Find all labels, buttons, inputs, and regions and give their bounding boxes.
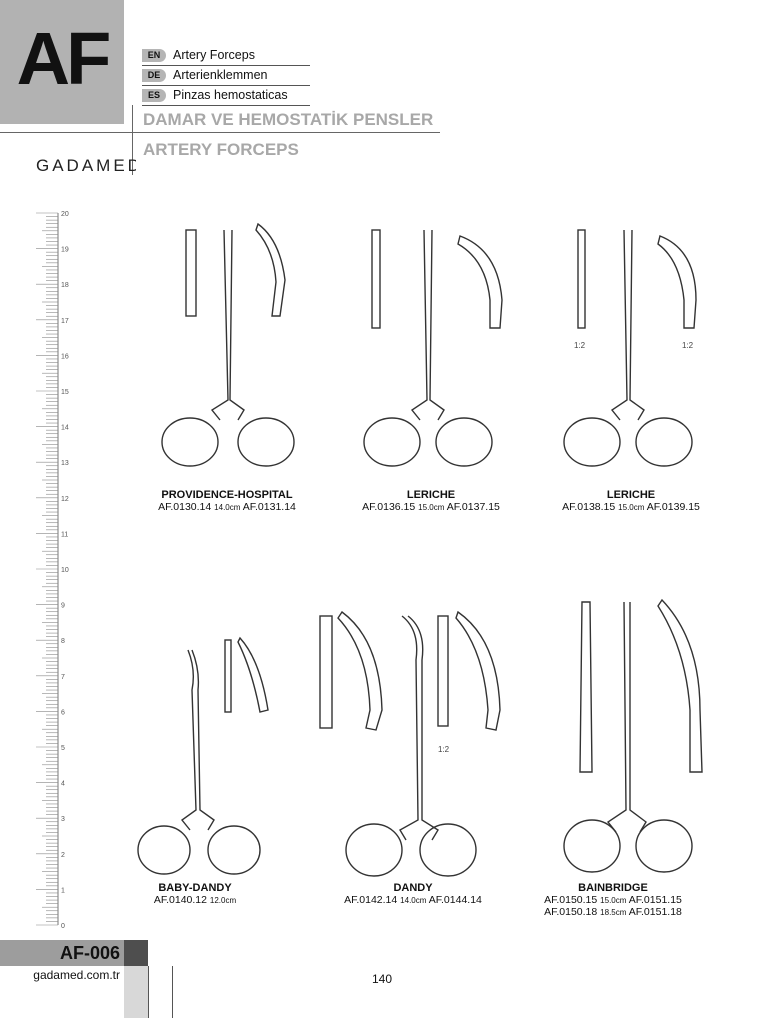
product-size: 12.0cm — [209, 896, 237, 905]
product-code: AF.0150.15 — [544, 894, 598, 906]
ruler-label: 8 — [61, 638, 65, 646]
ruler-label: 14 — [61, 424, 69, 432]
ruler-label: 13 — [61, 460, 69, 468]
product-size: 15.0cm — [418, 503, 445, 512]
title-english: ARTERY FORCEPS — [143, 140, 299, 159]
ruler-label: 3 — [61, 816, 65, 824]
ruler-label: 4 — [61, 780, 65, 788]
title-turkish: DAMAR VE HEMOSTATİK PENSLER — [143, 110, 434, 129]
ruler-label: 2 — [61, 851, 65, 859]
product-code: AF.0151.18 — [628, 906, 682, 918]
product-codes — [518, 894, 708, 906]
product-caption-dandy — [318, 882, 508, 906]
ruler-label: 7 — [61, 673, 65, 681]
product-size: 14.0cm — [214, 503, 241, 512]
product-codes — [518, 906, 708, 918]
lang-text-es: Pinzas hemostaticas — [173, 88, 288, 102]
ruler-label: 11 — [61, 531, 69, 539]
lang-code-en: EN — [142, 49, 166, 62]
product-name: PROVIDENCE-HOSPITAL — [161, 489, 293, 501]
product-code: AF.0138.15 — [562, 501, 616, 513]
ruler-label: 19 — [61, 246, 69, 254]
forceps-illustration-baby-dandy — [138, 638, 268, 874]
scale-note: 1:2 — [574, 341, 586, 350]
ruler-label: 12 — [61, 495, 69, 503]
forceps-illustration-leriche-1 — [364, 230, 502, 466]
ruler-label: 17 — [61, 317, 69, 325]
forceps-illustration-dandy — [320, 612, 500, 876]
brand-logo-mark — [36, 152, 136, 176]
footer-code-accent — [124, 940, 148, 966]
lang-row-es — [142, 87, 310, 106]
product-size: 15.0cm — [618, 503, 645, 512]
header-divider — [0, 132, 440, 133]
ruler-label: 15 — [61, 389, 69, 396]
ruler-label: 0 — [61, 923, 65, 930]
ruler-label: 1 — [61, 887, 65, 895]
product-code: AF.0139.15 — [646, 501, 700, 513]
instrument-illustrations — [130, 210, 760, 930]
ruler-label: 6 — [61, 709, 65, 717]
footer-divider — [148, 966, 173, 1018]
brand-logo — [36, 152, 136, 181]
product-size: 18.5cm — [600, 908, 627, 917]
product-caption-bainbridge — [518, 882, 708, 918]
product-code: AF.0144.14 — [428, 894, 482, 906]
product-name: LERICHE — [606, 489, 656, 501]
ruler-label: 20 — [61, 211, 69, 218]
scale-note: 1:2 — [438, 745, 450, 754]
product-name: BABY-DANDY — [158, 882, 232, 894]
ruler-label: 5 — [61, 745, 65, 752]
website-link[interactable]: gadamed.com.tr — [33, 968, 120, 982]
product-caption-baby-dandy — [100, 882, 290, 906]
product-size: 15.0cm — [600, 896, 627, 905]
product-name: BAINBRIDGE — [578, 882, 648, 894]
lang-code-de: DE — [142, 69, 166, 82]
page-number: 140 — [371, 972, 393, 986]
product-code: AF.0136.15 — [362, 501, 416, 513]
page-code: AF-006 — [59, 943, 120, 963]
product-codes — [318, 894, 508, 906]
product-code: AF.0150.18 — [544, 906, 598, 918]
product-caption-leriche-1 — [336, 489, 526, 513]
measurement-ruler — [28, 205, 78, 933]
product-code: AF.0130.14 — [158, 501, 212, 513]
product-name: LERICHE — [406, 489, 456, 501]
scale-note: 1:2 — [682, 341, 694, 350]
product-size: 14.0cm — [400, 896, 427, 905]
lang-code-es: ES — [142, 89, 166, 102]
product-codes — [132, 501, 322, 513]
forceps-illustration-providence — [162, 224, 294, 466]
ruler-label: 10 — [61, 567, 69, 574]
product-caption-leriche-2 — [536, 489, 726, 513]
product-code: AF.0137.15 — [446, 501, 500, 513]
ruler-label: 18 — [61, 282, 69, 290]
product-caption-providence — [132, 489, 322, 513]
lang-row-de — [142, 67, 310, 86]
lang-row-en — [142, 47, 310, 66]
forceps-illustration-bainbridge — [564, 600, 702, 872]
product-code: AF.0131.14 — [242, 501, 296, 513]
product-code: AF.0151.15 — [628, 894, 682, 906]
product-codes — [336, 501, 526, 513]
lang-text-en: Artery Forceps — [173, 48, 255, 62]
product-code: AF.0140.12 — [153, 894, 207, 906]
lang-text-de: Arterienklemmen — [173, 68, 268, 82]
product-codes — [536, 501, 726, 513]
product-code: AF.0142.14 — [344, 894, 398, 906]
product-codes — [100, 894, 290, 906]
product-name: DANDY — [393, 882, 433, 894]
ruler-label: 9 — [61, 602, 65, 610]
svg-text:GADAMED: GADAMED — [36, 156, 136, 175]
ruler-label: 16 — [61, 353, 69, 361]
section-code-letters: AF — [16, 17, 108, 100]
